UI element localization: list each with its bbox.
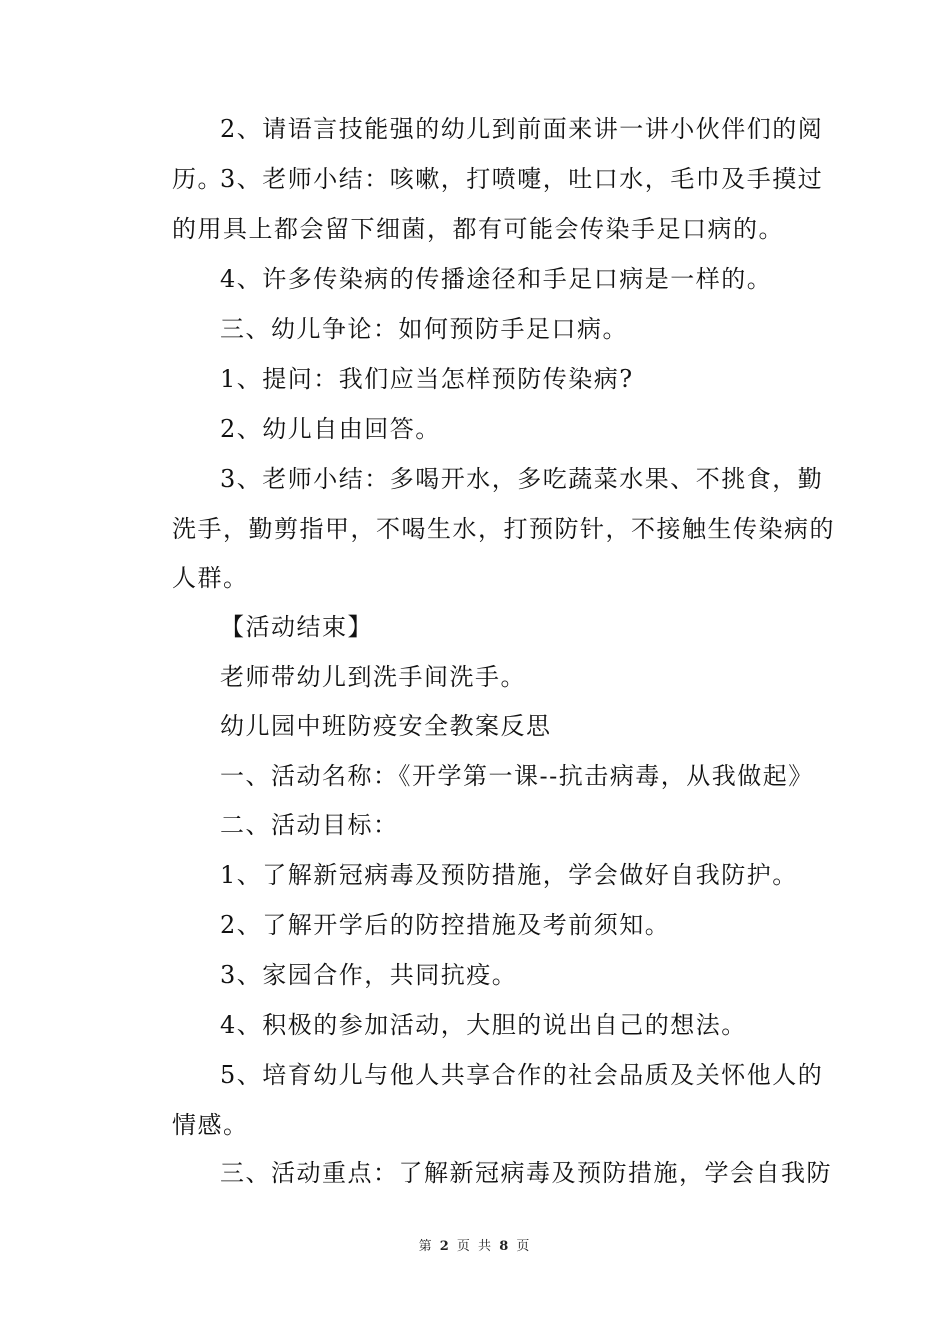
paragraph-2: 3、老师小结：咳嗽，打喷嚏，吐口水，毛巾及手摸过的用具上都会留下细菌，都有可能会传染手足口病的。 xyxy=(172,165,824,243)
paragraph-18: 三、活动重点：了解新冠病毒及预防措施，学会自我防 xyxy=(220,1159,832,1187)
paragraph-6: 2、幼儿自由回答。 xyxy=(220,415,441,443)
paragraph-7: 3、老师小结：多喝开水，多吃蔬菜水果、不挑食，勤洗手，勤剪指甲，不喝生水，打预防针，不接触生传染病的人群。 xyxy=(172,465,835,592)
paragraph-16: 4、积极的参加活动，大胆的说出自己的想法。 xyxy=(220,1011,747,1039)
paragraph-12: 二、活动目标： xyxy=(220,811,399,839)
paragraph-15: 3、家园合作，共同抗疫。 xyxy=(220,961,518,989)
footer-middle: 页 共 xyxy=(456,1239,494,1254)
paragraph-13: 1、了解新冠病毒及预防措施，学会做好自我防护。 xyxy=(220,861,798,889)
paragraph-17: 5、培育幼儿与他人共享合作的社会品质及关怀他人的情感。 xyxy=(172,1061,824,1139)
section-heading-activity-end: 【活动结束】 xyxy=(220,613,373,641)
paragraph-3: 4、许多传染病的传播途径和手足口病是一样的。 xyxy=(220,265,773,293)
footer-current-page: 2 xyxy=(439,1239,451,1254)
paragraph-1: 2、请语言技能强的幼儿到前面来讲一讲小伙伴们的阅历。 xyxy=(172,115,824,193)
footer-total-pages: 8 xyxy=(499,1239,511,1254)
paragraph-4: 三、幼儿争论：如何预防手足口病。 xyxy=(220,315,628,343)
paragraph-9: 老师带幼儿到洗手间洗手。 xyxy=(220,663,526,691)
paragraph-11: 一、活动名称：《开学第一课--抗击病毒，从我做起》 xyxy=(220,762,814,790)
footer-suffix: 页 xyxy=(516,1239,532,1254)
document-title-reflection: 幼儿园中班防疫安全教案反思 xyxy=(220,712,552,740)
footer-prefix: 第 xyxy=(418,1239,434,1254)
paragraph-14: 2、了解开学后的防控措施及考前须知。 xyxy=(220,911,671,939)
paragraph-5: 1、提问：我们应当怎样预防传染病? xyxy=(220,365,634,393)
page-footer xyxy=(0,1235,950,1254)
